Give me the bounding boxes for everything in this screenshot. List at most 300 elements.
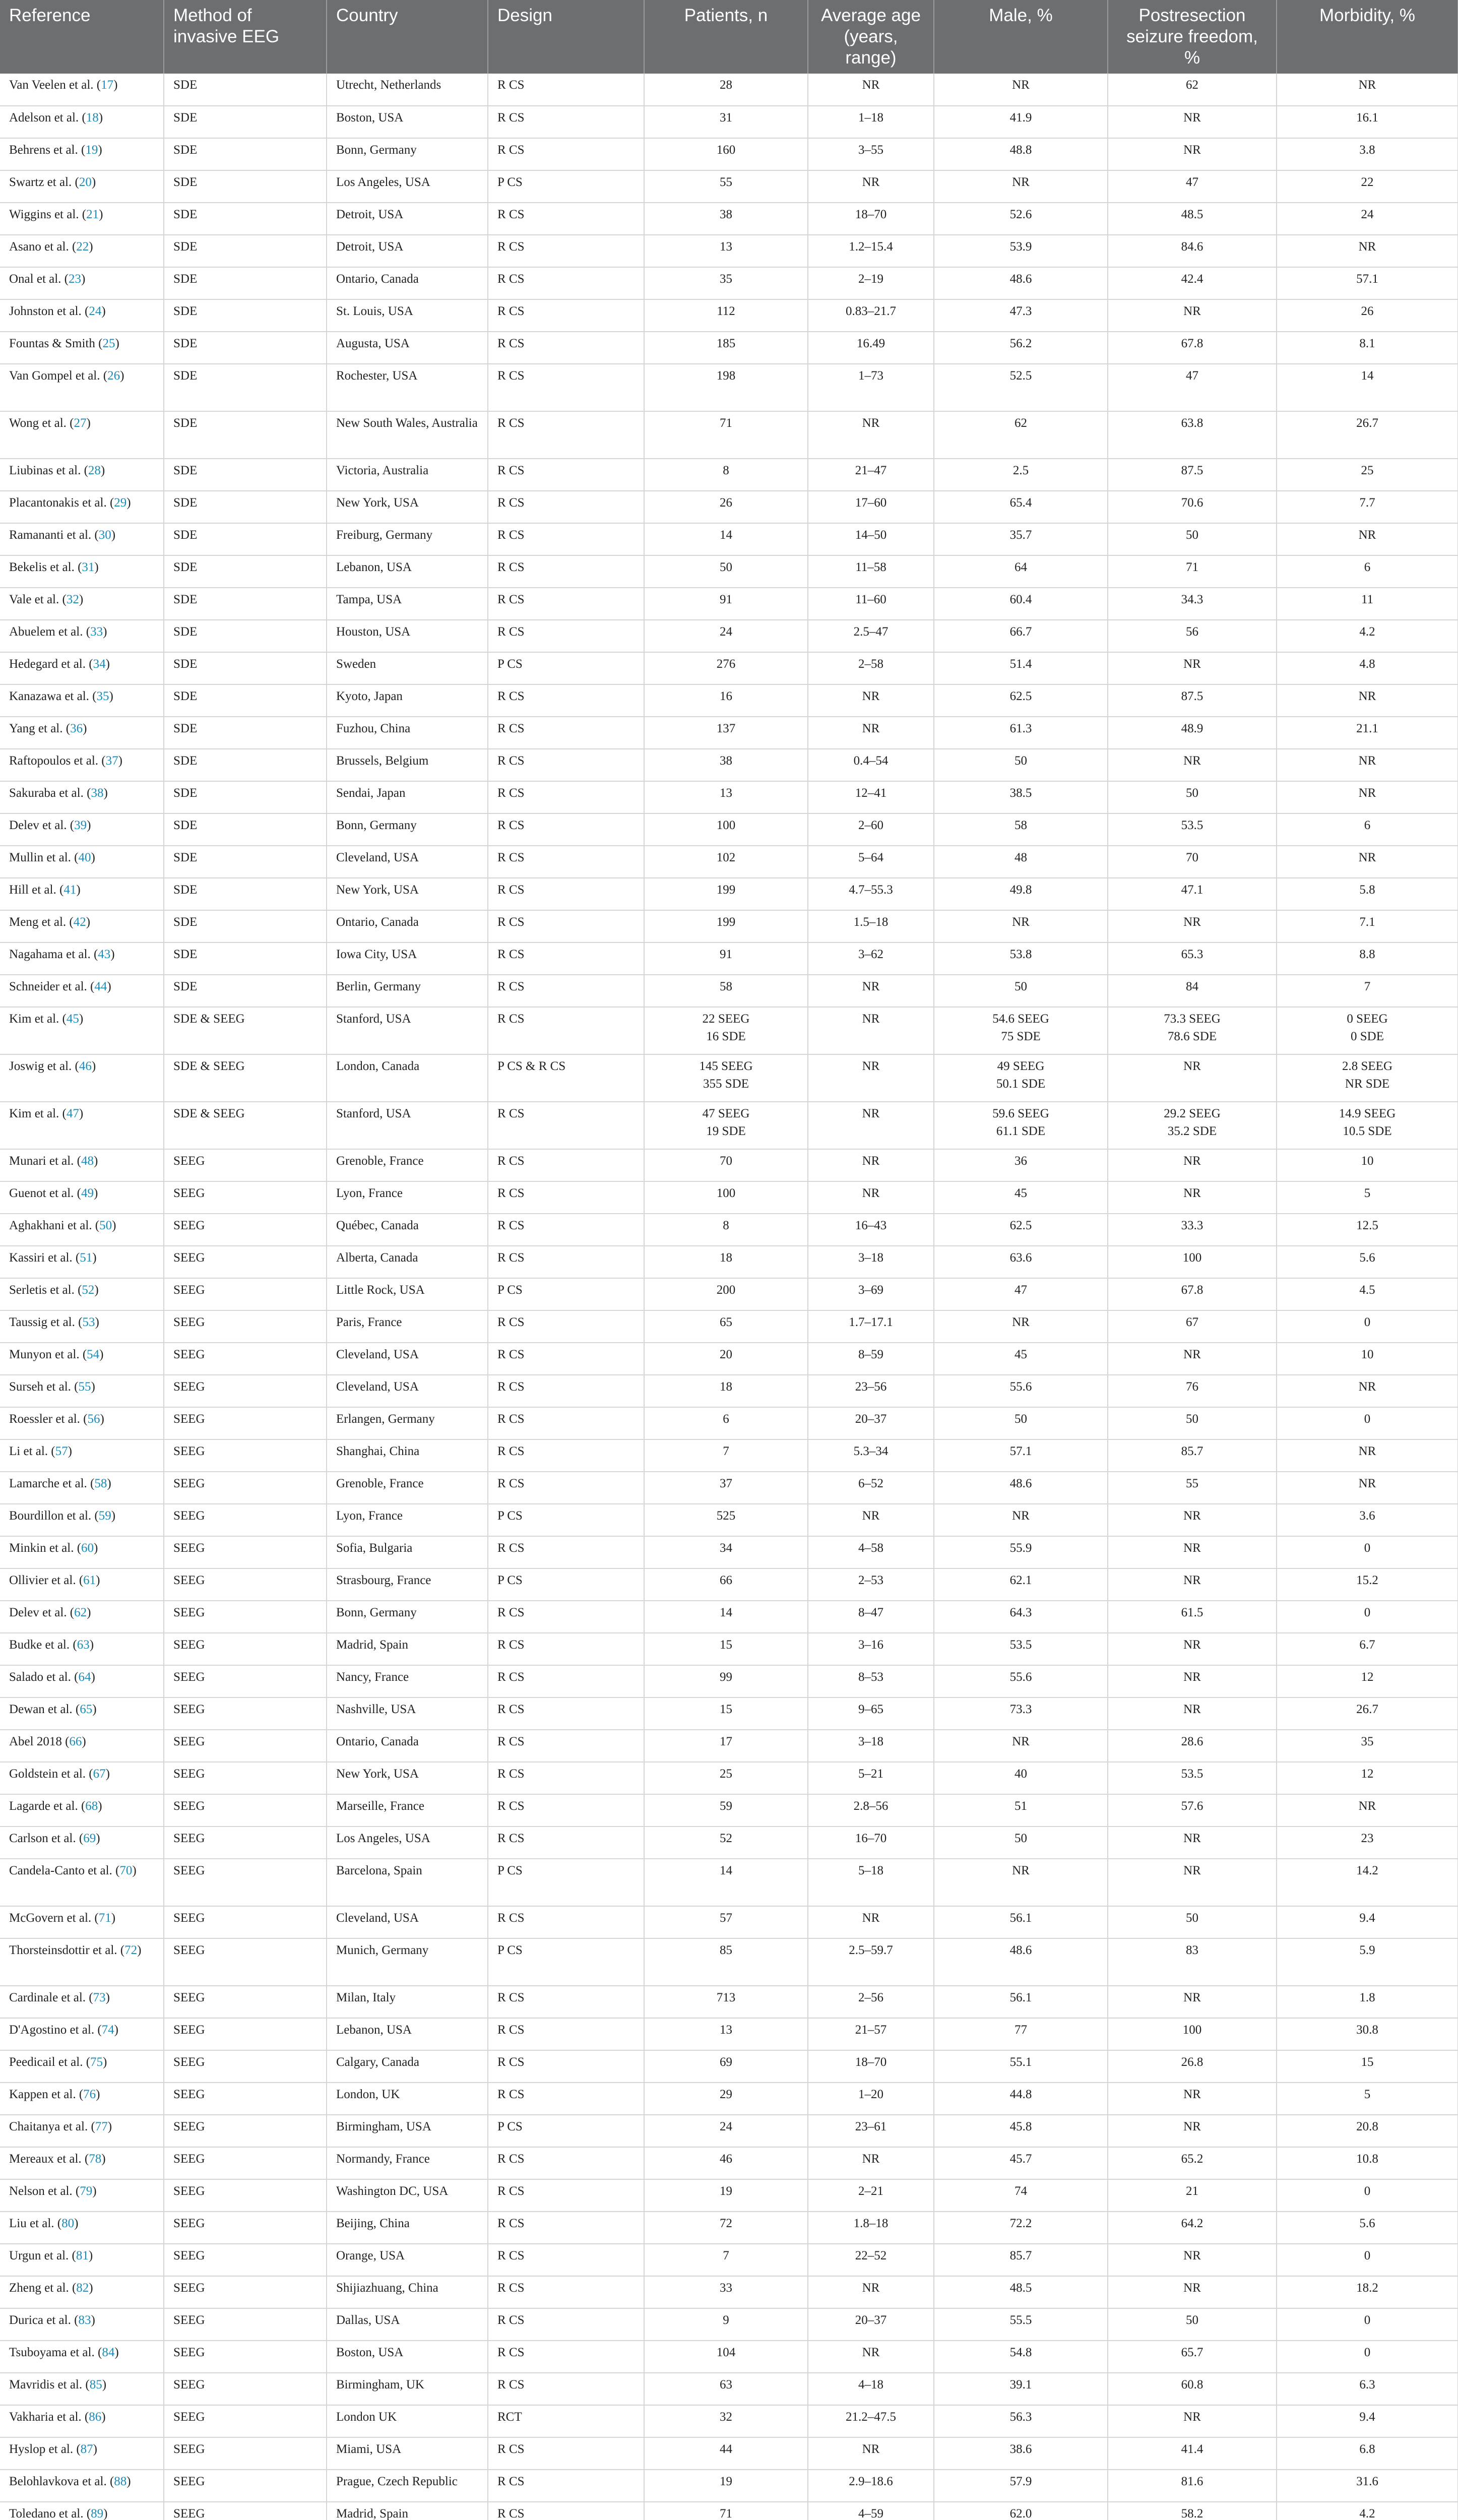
cell-reference [0, 459, 164, 491]
cell-seizure-freedom: 64.2 [1108, 2212, 1277, 2244]
cell-age: 18–70 [808, 203, 934, 235]
reference-author: Van Veelen et al. ( [9, 78, 101, 92]
reference-link[interactable]: 35 [96, 689, 109, 703]
cell-reference [0, 749, 164, 781]
cell-country: Stanford, USA [327, 1007, 488, 1054]
table-row [0, 2502, 1458, 2520]
reference-close-paren: ) [91, 1380, 95, 1394]
reference-link[interactable]: 58 [94, 1477, 107, 1490]
reference-author: Urgun et al. ( [9, 2249, 76, 2262]
cell-male: 57.1 [934, 1439, 1108, 1472]
cell-seizure-freedom: NR [1108, 299, 1277, 332]
reference-link[interactable]: 17 [101, 78, 114, 92]
reference-link[interactable]: 69 [83, 1832, 96, 1845]
reference-link[interactable]: 70 [119, 1864, 133, 1877]
cell-age: 2.5–47 [808, 620, 934, 652]
reference-link[interactable]: 19 [85, 143, 98, 157]
cell-method: SEEG [164, 2083, 327, 2115]
cell-method: SDE & SEEG [164, 1102, 327, 1149]
cell-morbidity: 16.1 [1277, 106, 1458, 138]
cell-age: NR [808, 975, 934, 1007]
cell-country: New York, USA [327, 1762, 488, 1794]
reference-link[interactable]: 78 [89, 2152, 102, 2166]
cell-design: P CS [488, 1504, 644, 1536]
reference-link[interactable]: 75 [90, 2055, 103, 2069]
cell-seizure-freedom: 57.6 [1108, 1794, 1277, 1826]
reference-close-paren: ) [96, 2088, 100, 2101]
cell-reference [0, 138, 164, 170]
cell-age: 3–16 [808, 1633, 934, 1665]
reference-link[interactable]: 68 [85, 1799, 98, 1813]
cell-reference [0, 299, 164, 332]
cell-morbidity: NR [1277, 1375, 1458, 1407]
cell-reference [0, 1986, 164, 2018]
cell-method: SEEG [164, 1986, 327, 2018]
table-row [0, 1730, 1458, 1762]
reference-close-paren: ) [111, 1509, 116, 1523]
reference-author: Raftopoulos et al. ( [9, 754, 106, 768]
table-body [0, 74, 1458, 2520]
reference-link[interactable]: 71 [98, 1911, 111, 1925]
cell-patients: 185 [644, 332, 808, 364]
cell-country: Normandy, France [327, 2147, 488, 2179]
table-row [0, 1102, 1458, 1149]
reference-link[interactable]: 55 [78, 1380, 91, 1394]
cell-male: 50 [934, 749, 1108, 781]
cell-seizure-freedom: 71 [1108, 555, 1277, 588]
reference-link[interactable]: 87 [80, 2442, 93, 2456]
cell-seizure-freedom: 50 [1108, 1906, 1277, 1938]
cell-patients: 8 [644, 459, 808, 491]
reference-link[interactable]: 18 [86, 111, 99, 124]
cell-design: R CS [488, 1536, 644, 1568]
reference-link[interactable]: 29 [114, 496, 127, 510]
cell-seizure-freedom: NR [1108, 1986, 1277, 2018]
cell-patients: 8 [644, 1214, 808, 1246]
reference-link[interactable]: 83 [78, 2313, 91, 2327]
reference-link[interactable]: 63 [77, 1638, 90, 1652]
cell-age: NR [808, 1149, 934, 1181]
reference-author: Joswig et al. ( [9, 1059, 79, 1073]
cell-country: New South Wales, Australia [327, 411, 488, 459]
cell-method: SEEG [164, 1439, 327, 1472]
cell-country: Houston, USA [327, 620, 488, 652]
reference-link[interactable]: 76 [83, 2088, 96, 2101]
reference-link[interactable]: 28 [88, 464, 101, 477]
cell-morbidity: 12.5 [1277, 1214, 1458, 1246]
cell-male: 73.3 [934, 1697, 1108, 1730]
table-row [0, 1859, 1458, 1906]
reference-link[interactable]: 38 [91, 786, 104, 800]
cell-design: R CS [488, 2341, 644, 2373]
cell-country: Los Angeles, USA [327, 1826, 488, 1859]
cell-male: 56.1 [934, 1986, 1108, 2018]
cell-design: R CS [488, 1246, 644, 1278]
reference-link[interactable]: 40 [78, 851, 91, 864]
cell-age: 5.3–34 [808, 1439, 934, 1472]
reference-link[interactable]: 54 [87, 1348, 100, 1361]
cell-morbidity: 10 [1277, 1343, 1458, 1375]
reference-link[interactable]: 34 [93, 657, 106, 671]
cell-patients: 160 [644, 138, 808, 170]
cell-method: SEEG [164, 1938, 327, 1986]
cell-patients: 104 [644, 2341, 808, 2373]
reference-author: Kassiri et al. ( [9, 1251, 80, 1265]
cell-design: P CS [488, 2115, 644, 2147]
reference-close-paren: ) [96, 1573, 100, 1587]
cell-male: 62.1 [934, 1568, 1108, 1601]
reference-link[interactable]: 62 [74, 1606, 87, 1619]
cell-male: 53.9 [934, 235, 1108, 267]
cell-age: 3–55 [808, 138, 934, 170]
cell-design: R CS [488, 1375, 644, 1407]
reference-author: D'Agostino et al. ( [9, 2023, 102, 2037]
cell-morbidity: 4.5 [1277, 1278, 1458, 1310]
reference-link[interactable]: 36 [70, 722, 83, 735]
reference-link[interactable]: 23 [69, 272, 82, 286]
table-row [0, 1246, 1458, 1278]
reference-author: Toledano et al. ( [9, 2507, 91, 2520]
reference-link[interactable]: 25 [102, 337, 115, 350]
cell-morbidity: 6.3 [1277, 2373, 1458, 2405]
reference-close-paren: ) [79, 1107, 84, 1120]
reference-author: Surseh et al. ( [9, 1380, 79, 1394]
cell-country: Birmingham, UK [327, 2373, 488, 2405]
cell-seizure-freedom: 85.7 [1108, 1439, 1277, 1472]
cell-morbidity: 4.2 [1277, 2502, 1458, 2520]
table-row [0, 620, 1458, 652]
reference-link[interactable]: 59 [98, 1509, 111, 1523]
cell-design: R CS [488, 1730, 644, 1762]
cell-design: R CS [488, 588, 644, 620]
reference-author: Swartz et al. ( [9, 175, 79, 189]
cell-method: SEEG [164, 1665, 327, 1697]
cell-reference [0, 1310, 164, 1343]
reference-link[interactable]: 79 [80, 2184, 93, 2198]
reference-link[interactable]: 61 [83, 1573, 96, 1587]
cell-method: SEEG [164, 1407, 327, 1439]
reference-link[interactable]: 53 [82, 1315, 95, 1329]
cell-method: SEEG [164, 2502, 327, 2520]
table-row [0, 555, 1458, 588]
cell-age: 2–19 [808, 267, 934, 299]
cell-country: Strasbourg, France [327, 1568, 488, 1601]
reference-link[interactable]: 48 [81, 1154, 94, 1168]
reference-link[interactable]: 82 [76, 2281, 89, 2295]
reference-link[interactable]: 60 [81, 1541, 94, 1555]
reference-close-paren: ) [99, 208, 103, 221]
cell-seizure-freedom: 58.2 [1108, 2502, 1277, 2520]
reference-link[interactable]: 51 [80, 1251, 93, 1265]
cell-age: 1.2–15.4 [808, 235, 934, 267]
cell-design: R CS [488, 717, 644, 749]
reference-link[interactable]: 73 [93, 1991, 106, 2004]
table-row [0, 2308, 1458, 2341]
reference-link[interactable]: 57 [55, 1444, 68, 1458]
reference-link[interactable]: 56 [87, 1412, 100, 1426]
cell-design: R CS [488, 1906, 644, 1938]
cell-patients: 24 [644, 2115, 808, 2147]
cell-morbidity: 9.4 [1277, 1906, 1458, 1938]
cell-age: NR [808, 2276, 934, 2308]
cell-reference [0, 523, 164, 555]
cell-male: 48 [934, 846, 1108, 878]
reference-link[interactable]: 39 [74, 818, 87, 832]
cell-reference [0, 2018, 164, 2050]
cell-male: 55.9 [934, 1536, 1108, 1568]
cell-country: Lebanon, USA [327, 555, 488, 588]
cell-seizure-freedom: 48.9 [1108, 717, 1277, 749]
cell-design: P CS [488, 1278, 644, 1310]
cell-reference [0, 1859, 164, 1906]
cell-method: SDE [164, 74, 327, 106]
reference-link[interactable]: 74 [101, 2023, 114, 2037]
reference-link[interactable]: 26 [107, 369, 120, 383]
reference-link[interactable]: 64 [78, 1670, 91, 1684]
cell-seizure-freedom: 50 [1108, 2308, 1277, 2341]
cell-reference [0, 1697, 164, 1730]
cell-morbidity: 31.6 [1277, 2470, 1458, 2502]
cell-method: SDE & SEEG [164, 1007, 327, 1054]
cell-method: SEEG [164, 1762, 327, 1794]
cell-morbidity: 14 [1277, 364, 1458, 411]
cell-morbidity: 6.7 [1277, 1633, 1458, 1665]
reference-link[interactable]: 22 [76, 240, 89, 254]
cell-design: R CS [488, 555, 644, 588]
cell-reference [0, 74, 164, 106]
reference-author: Guenot et al. ( [9, 1186, 82, 1200]
table-header [0, 0, 1458, 74]
cell-method: SEEG [164, 2341, 327, 2373]
reference-link[interactable]: 66 [69, 1735, 82, 1748]
cell-seizure-freedom: NR [1108, 2244, 1277, 2276]
table-row [0, 2437, 1458, 2470]
cell-reference [0, 491, 164, 523]
cell-morbidity: 0 [1277, 2244, 1458, 2276]
cell-country: Boston, USA [327, 106, 488, 138]
cell-seizure-freedom: 53.5 [1108, 813, 1277, 846]
cell-patients: 17 [644, 1730, 808, 1762]
reference-author: Bourdillon et al. ( [9, 1509, 99, 1523]
reference-link[interactable]: 31 [82, 560, 95, 574]
cell-age: 4–58 [808, 1536, 934, 1568]
cell-seizure-freedom: NR [1108, 1181, 1277, 1214]
cell-age: 0.4–54 [808, 749, 934, 781]
cell-design: R CS [488, 332, 644, 364]
reference-author: Kim et al. ( [9, 1012, 67, 1026]
cell-design: P CS & R CS [488, 1054, 644, 1102]
cell-seizure-freedom: NR [1108, 1054, 1277, 1102]
cell-male: NR [934, 1310, 1108, 1343]
cell-method: SEEG [164, 1568, 327, 1601]
cell-age: 2–60 [808, 813, 934, 846]
cell-design: R CS [488, 267, 644, 299]
cell-morbidity: 12 [1277, 1665, 1458, 1697]
reference-link[interactable]: 85 [89, 2378, 102, 2391]
cell-country: Calgary, Canada [327, 2050, 488, 2083]
cell-method: SEEG [164, 2244, 327, 2276]
cell-morbidity: 35 [1277, 1730, 1458, 1762]
header-seizure-freedom: Postresection seizure freedom, % [1108, 0, 1277, 74]
reference-link[interactable]: 89 [91, 2507, 104, 2520]
cell-male: 62.5 [934, 1214, 1108, 1246]
cell-age: 2–58 [808, 652, 934, 684]
cell-reference [0, 1439, 164, 1472]
reference-link[interactable]: 86 [89, 2410, 102, 2424]
cell-age: NR [808, 74, 934, 106]
cell-method: SDE [164, 846, 327, 878]
reference-link[interactable]: 80 [61, 2217, 75, 2230]
cell-reference [0, 942, 164, 975]
cell-seizure-freedom: 87.5 [1108, 459, 1277, 491]
cell-patients: 14 [644, 523, 808, 555]
cell-design: R CS [488, 910, 644, 942]
cell-method: SEEG [164, 1278, 327, 1310]
cell-age: 3–69 [808, 1278, 934, 1310]
reference-link[interactable]: 21 [86, 208, 99, 221]
reference-link[interactable]: 42 [73, 915, 86, 929]
reference-close-paren: ) [112, 1219, 116, 1232]
reference-link[interactable]: 30 [98, 528, 111, 542]
reference-close-paren: ) [91, 175, 96, 189]
cell-seizure-freedom: 26.8 [1108, 2050, 1277, 2083]
cell-patients: 25 [644, 1762, 808, 1794]
cell-age: 23–56 [808, 1375, 934, 1407]
reference-link[interactable]: 27 [74, 416, 87, 430]
reference-link[interactable]: 37 [105, 754, 118, 768]
table-row [0, 942, 1458, 975]
cell-patients: 13 [644, 235, 808, 267]
cell-country: Little Rock, USA [327, 1278, 488, 1310]
cell-reference [0, 781, 164, 813]
cell-design: P CS [488, 170, 644, 203]
table-row [0, 813, 1458, 846]
cell-seizure-freedom: 83 [1108, 1938, 1277, 1986]
reference-author: Minkin et al. ( [9, 1541, 82, 1555]
reference-link[interactable]: 46 [79, 1059, 92, 1073]
cell-seizure-freedom: 56 [1108, 620, 1277, 652]
reference-link[interactable]: 20 [79, 175, 92, 189]
reference-author: Thorsteinsdottir et al. ( [9, 1943, 125, 1957]
cell-patients: 47 SEEG 19 SDE [644, 1102, 808, 1149]
cell-patients: 19 [644, 2470, 808, 2502]
cell-patients: 26 [644, 491, 808, 523]
reference-author: Munari et al. ( [9, 1154, 82, 1168]
reference-close-paren: ) [101, 2410, 106, 2424]
cell-method: SDE [164, 106, 327, 138]
reference-link[interactable]: 33 [90, 625, 103, 639]
reference-author: Adelson et al. ( [9, 111, 86, 124]
cell-patients: 34 [644, 1536, 808, 1568]
cell-reference [0, 813, 164, 846]
reference-close-paren: ) [93, 2442, 97, 2456]
reference-link[interactable]: 65 [80, 1703, 93, 1716]
cell-design: R CS [488, 106, 644, 138]
cell-reference [0, 1504, 164, 1536]
table-row [0, 1310, 1458, 1343]
cell-design: R CS [488, 1439, 644, 1472]
cell-method: SDE [164, 975, 327, 1007]
reference-link[interactable]: 41 [64, 883, 77, 897]
cell-design: R CS [488, 2502, 644, 2520]
cell-seizure-freedom: 67.8 [1108, 1278, 1277, 1310]
cell-design: R CS [488, 2179, 644, 2212]
reference-link[interactable]: 24 [89, 304, 102, 318]
cell-patients: 58 [644, 975, 808, 1007]
cell-seizure-freedom: NR [1108, 1859, 1277, 1906]
table-row [0, 1278, 1458, 1310]
reference-close-paren: ) [126, 2475, 131, 2488]
reference-close-paren: ) [111, 528, 116, 542]
cell-male: 58 [934, 813, 1108, 846]
reference-author: Johnston et al. ( [9, 304, 89, 318]
cell-reference [0, 846, 164, 878]
reference-author: Vakharia et al. ( [9, 2410, 89, 2424]
cell-seizure-freedom: NR [1108, 1697, 1277, 1730]
cell-male: 55.6 [934, 1665, 1108, 1697]
cell-country: London, UK [327, 2083, 488, 2115]
cell-country: London, Canada [327, 1054, 488, 1102]
cell-male: 38.6 [934, 2437, 1108, 2470]
reference-link[interactable]: 67 [93, 1767, 106, 1781]
cell-patients: 66 [644, 1568, 808, 1601]
cell-morbidity: 5.8 [1277, 878, 1458, 910]
cell-age: 2–53 [808, 1568, 934, 1601]
reference-close-paren: ) [91, 1059, 96, 1073]
cell-morbidity: 15 [1277, 2050, 1458, 2083]
cell-method: SEEG [164, 2308, 327, 2341]
cell-morbidity: 11 [1277, 588, 1458, 620]
cell-morbidity: 10.8 [1277, 2147, 1458, 2179]
reference-author: Nagahama et al. ( [9, 948, 98, 961]
reference-link[interactable]: 88 [114, 2475, 127, 2488]
reference-link[interactable]: 84 [102, 2346, 115, 2359]
reference-link[interactable]: 45 [66, 1012, 79, 1026]
cell-morbidity: NR [1277, 74, 1458, 106]
reference-link[interactable]: 47 [66, 1107, 79, 1120]
cell-reference [0, 588, 164, 620]
cell-design: R CS [488, 299, 644, 332]
reference-link[interactable]: 81 [76, 2249, 89, 2262]
reference-link[interactable]: 72 [124, 1943, 138, 1957]
table-row [0, 2018, 1458, 2050]
cell-morbidity: 3.6 [1277, 1504, 1458, 1536]
cell-country: Fuzhou, China [327, 717, 488, 749]
cell-male: 39.1 [934, 2373, 1108, 2405]
reference-link[interactable]: 50 [99, 1219, 112, 1232]
reference-link[interactable]: 32 [66, 593, 79, 606]
cell-seizure-freedom: NR [1108, 1568, 1277, 1601]
reference-close-paren: ) [91, 851, 95, 864]
reference-link[interactable]: 52 [82, 1283, 95, 1297]
cell-design: R CS [488, 364, 644, 411]
cell-male: 45.7 [934, 2147, 1108, 2179]
cell-age: NR [808, 2437, 934, 2470]
cell-patients: 91 [644, 942, 808, 975]
reference-author: Abel 2018 ( [9, 1735, 70, 1748]
reference-link[interactable]: 77 [95, 2120, 108, 2133]
reference-link[interactable]: 49 [81, 1186, 94, 1200]
cell-method: SEEG [164, 1601, 327, 1633]
cell-morbidity: 0 [1277, 1536, 1458, 1568]
cell-seizure-freedom: 47 [1108, 170, 1277, 203]
cell-male: 48.6 [934, 1472, 1108, 1504]
cell-reference [0, 878, 164, 910]
reference-link[interactable]: 43 [98, 948, 111, 961]
reference-close-paren: ) [103, 2507, 108, 2520]
reference-link[interactable]: 44 [94, 980, 107, 993]
cell-seizure-freedom: NR [1108, 1504, 1277, 1536]
